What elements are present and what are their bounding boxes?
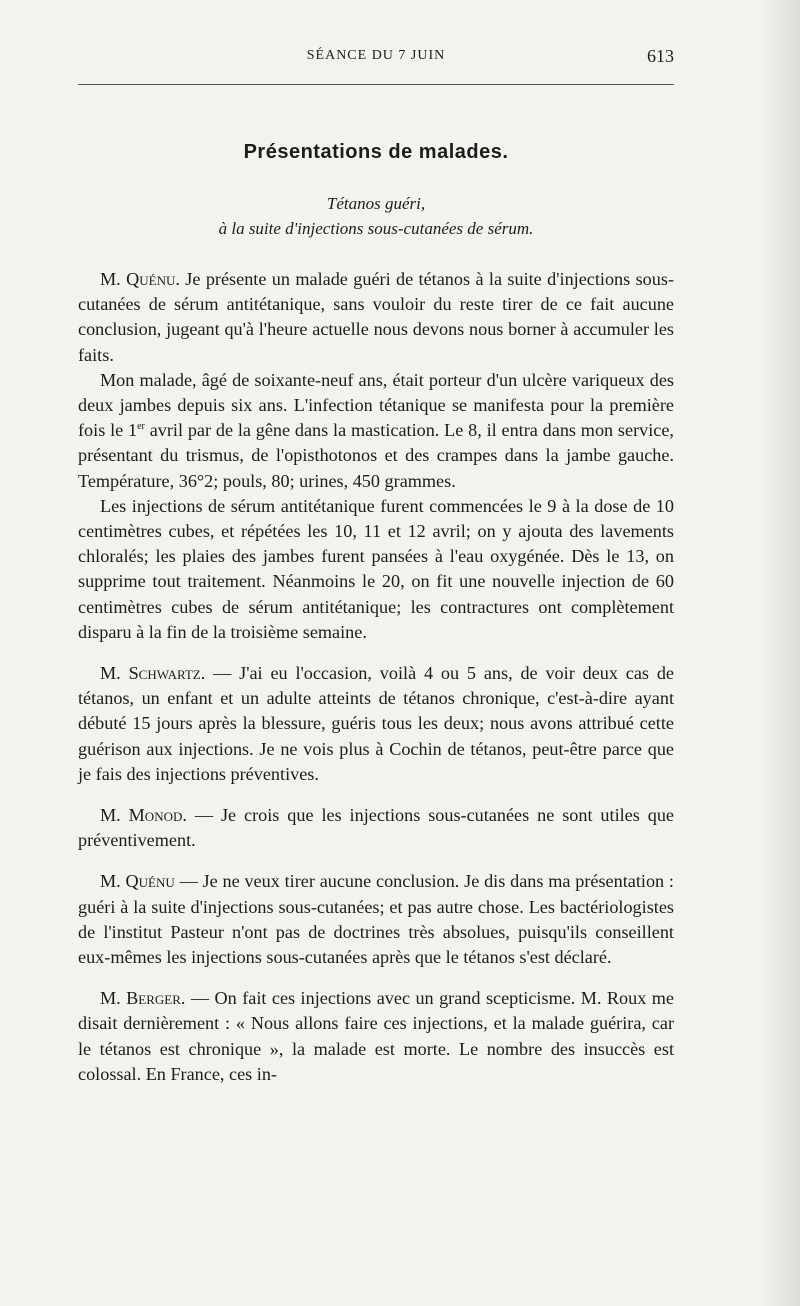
header-rule: [78, 84, 674, 85]
speaker-prefix: M.: [100, 663, 129, 684]
paragraph-quenu-reply: [78, 869, 674, 970]
running-title: SÉANCE DU 7 JUIN: [306, 48, 446, 63]
superscript: er: [137, 421, 145, 433]
body-text: [78, 267, 674, 1087]
paragraph-schwartz: [78, 661, 674, 787]
speaker-name: Monod: [128, 805, 183, 826]
paragraph-text: Les injections de sérum antitétanique furent commencées le 9 à la dose de 10 centimètres cubes, et répétées les 10, 11 et 12 avril; on y ajouta des lavements chloralés; les plaies des jambes furent pansées à l'eau oxygénée. Dès le 13, on supprime tout traitement. Néanmoins le 20, on fit une nouvelle injection de 60 centimètres cubes de sérum antitétanique; les contractures ont complètement disparu à la fin de la troisième semaine.: [78, 495, 674, 642]
paragraph-text-continued: avril par de la gêne dans la mastication. Le 8, il entra dans mon service, présentant du trismus, de l'opisthotonos et des crampes dans la jambe gauche. Température, 36°2; pouls, 80; urines, 450 grammes.: [78, 420, 674, 491]
paragraph-berger: [78, 986, 674, 1087]
paragraph-text: . — On fait ces injections avec un grand scepticisme. M. Roux me disait dernièrement : « Nous allons faire ces injections, et la malade guérira, car le tétanos est chronique », la malade est morte. Le nombre des insuccès est colossal. En France, ces in-: [78, 988, 675, 1084]
paragraph-text: — Je ne veux tirer aucune conclusion. Je dis dans ma présentation : guéri à la suite d'injections sous-cutanées; et pas autre chose. Les bactériologistes de l'institut Pasteur n'ont pas de doctrines très absolues, puisqu'ils conseillent eux-mêmes les injections sous-cutanées après que le tétanos s'est déclaré.: [78, 871, 674, 968]
page-edge-shadow: [760, 0, 800, 1306]
paragraph-text: Mon malade, âgé de soixante-neuf ans, était porteur d'un ulcère variqueux des deux jambes depuis six ans. L'infection tétanique se manifesta pour la première fois le 1: [78, 369, 674, 441]
paragraph-text: . Je présente un malade guéri de tétanos à la suite d'injections sous-cutanées de sérum antitétanique, sans vouloir du reste tirer de ce fait aucune conclusion, jugeant qu'à l'heure actuelle nous devons nous borner à accumuler les faits.: [78, 269, 675, 365]
speaker-prefix: M.: [100, 988, 127, 1009]
speaker-name: Quénu: [126, 269, 176, 289]
speaker-name: Quénu: [125, 871, 175, 892]
speaker-name: Schwartz: [128, 663, 201, 684]
paragraph-monod: [78, 803, 674, 853]
speaker-prefix: M.: [100, 871, 126, 892]
page-number: 613: [647, 46, 674, 66]
page-header: [78, 46, 674, 70]
section-title: Présentations de malades.: [243, 141, 509, 163]
subtitle-line-2: à la suite d'injections sous-cutanées de sérum.: [218, 219, 534, 238]
paragraph-treatment: [78, 494, 674, 645]
paragraph-text: . — Je crois que les injections sous-cutanées ne sont utiles que préventivement.: [78, 805, 675, 851]
speaker-prefix: M.: [100, 805, 129, 826]
paragraph-case-history: [78, 368, 674, 494]
paragraph-text: . — J'ai eu l'occasion, voilà 4 ou 5 ans, de voir deux cas de tétanos, un enfant et un adulte atteints de tétanos chronique, c'est-à-dire ayant débuté 15 jours après la blessure, guéris tous les deux; nous avons attribué cette guérison aux injections. Je ne vois plus à Cochin de tétanos, peut-être parce que je fais des injections préventives.: [78, 663, 674, 784]
speaker-prefix: M.: [100, 269, 127, 289]
paragraph-quenu-presentation: [78, 267, 674, 368]
speaker-name: Berger: [126, 988, 181, 1009]
subtitle-line-1: Tétanos guéri,: [326, 194, 426, 213]
